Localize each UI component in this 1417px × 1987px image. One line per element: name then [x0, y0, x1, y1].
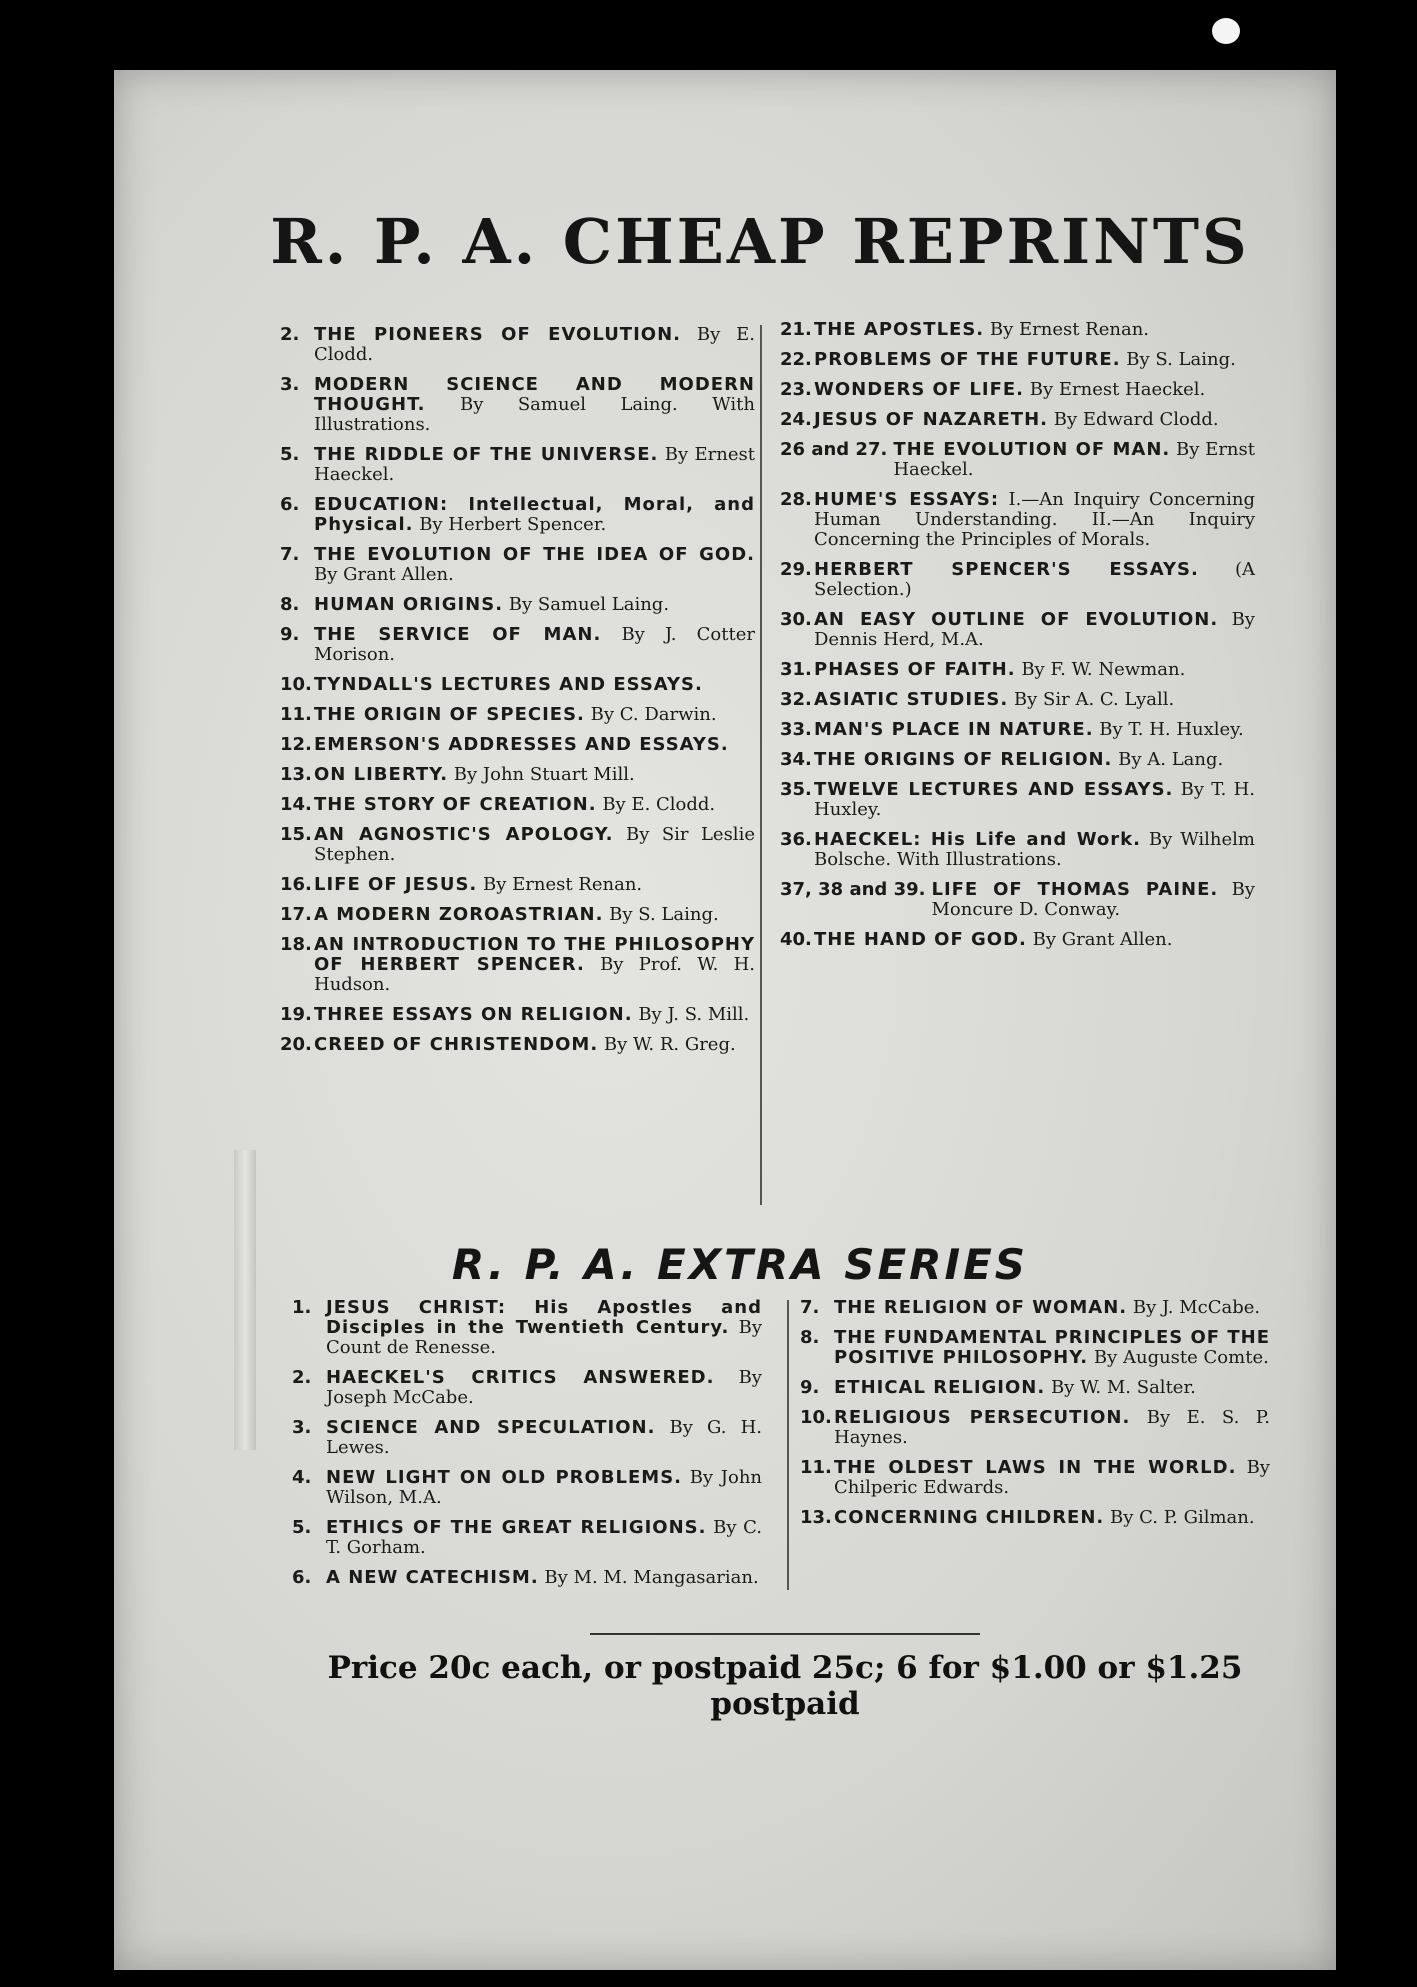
item-title: THE SERVICE OF MAN. — [314, 624, 602, 645]
item-text — [814, 830, 1255, 870]
list-item — [780, 320, 1255, 340]
column-divider — [787, 1300, 789, 1590]
page-title: R. P. A. CHEAP REPRINTS — [270, 205, 1250, 278]
item-text — [814, 660, 1255, 680]
item-number: 13. — [800, 1507, 832, 1528]
item-author: By W. R. Greg. — [603, 1034, 736, 1055]
item-author: By Moncure D. Conway. — [931, 879, 1255, 920]
item-title: LIFE OF JESUS. — [314, 874, 478, 895]
item-number: 10. — [800, 1407, 832, 1428]
item-title: THE PIONEERS OF EVOLUTION. — [314, 324, 681, 345]
item-author: By E. Clodd. — [602, 794, 716, 815]
list-item — [280, 375, 755, 435]
item-title: PROBLEMS OF THE FUTURE. — [814, 349, 1121, 370]
item-number: 2. — [292, 1367, 312, 1388]
item-number: 21. — [780, 319, 812, 340]
list-item — [800, 1408, 1270, 1448]
item-title: ON LIBERTY. — [314, 764, 449, 785]
item-text — [326, 1518, 762, 1558]
item-author: By C. P. Gilman. — [1110, 1507, 1255, 1528]
item-text — [814, 720, 1255, 740]
list-item — [780, 750, 1255, 770]
item-title: ETHICAL RELIGION. — [834, 1377, 1046, 1398]
item-title: A MODERN ZOROASTRIAN. — [314, 904, 604, 925]
item-number: 37, 38 and 39. — [780, 879, 926, 900]
item-number: 4. — [292, 1467, 312, 1488]
horizontal-rule — [590, 1633, 980, 1635]
item-title: THE EVOLUTION OF MAN. — [893, 439, 1171, 460]
item-title: MODERN SCIENCE AND MODERN THOUGHT. — [314, 374, 755, 415]
item-number: 3. — [292, 1417, 312, 1438]
item-number: 29. — [780, 559, 812, 580]
item-author: By Dennis Herd, M.A. — [814, 609, 1255, 650]
item-author: By Count de Renesse. — [326, 1317, 762, 1358]
item-number: 9. — [280, 624, 300, 645]
item-author: By Ernst Haeckel. — [893, 439, 1255, 480]
item-author: By J. Cotter Morison. — [314, 624, 755, 665]
item-number: 7. — [280, 544, 300, 565]
item-number: 15. — [280, 824, 312, 845]
item-number: 6. — [292, 1567, 312, 1588]
list-item — [292, 1568, 762, 1588]
item-text — [326, 1298, 762, 1358]
list-item — [292, 1518, 762, 1558]
extra-series-title: R. P. A. EXTRA SERIES — [451, 1240, 1029, 1289]
item-author: By Auguste Comte. — [1093, 1347, 1269, 1368]
list-item — [292, 1298, 762, 1358]
item-title: HUMAN ORIGINS. — [314, 594, 504, 615]
item-author: By Ernest Renan. — [989, 319, 1150, 340]
item-title: SCIENCE AND SPECULATION. — [326, 1417, 656, 1438]
list-item — [280, 795, 755, 815]
item-text — [814, 610, 1255, 650]
item-author: By S. Laing. — [609, 904, 719, 925]
item-title: HERBERT SPENCER'S ESSAYS. — [814, 559, 1199, 580]
item-title: PHASES OF FAITH. — [814, 659, 1016, 680]
item-number: 8. — [800, 1327, 820, 1348]
item-author: By T. H. Huxley. — [1099, 719, 1244, 740]
item-title: AN INTRODUCTION TO THE PHILOSOPHY OF HERBERT SPENCER. — [314, 934, 755, 975]
item-text — [814, 780, 1255, 820]
item-text — [834, 1458, 1270, 1498]
item-text — [314, 935, 755, 995]
item-title: THE OLDEST LAWS IN THE WORLD. — [834, 1457, 1237, 1478]
item-text — [814, 560, 1255, 600]
item-text — [314, 875, 755, 895]
item-number: 16. — [280, 874, 312, 895]
list-item — [780, 660, 1255, 680]
item-number: 18. — [280, 934, 312, 955]
item-text — [814, 750, 1255, 770]
item-number: 9. — [800, 1377, 820, 1398]
item-number: 13. — [280, 764, 312, 785]
item-author: By Ernest Haeckel. — [1029, 379, 1206, 400]
item-text — [834, 1508, 1270, 1528]
punch-hole — [1212, 18, 1240, 44]
item-title: ETHICS OF THE GREAT RELIGIONS. — [326, 1517, 707, 1538]
item-text — [314, 445, 755, 485]
list-item — [292, 1418, 762, 1458]
item-title: TWELVE LECTURES AND ESSAYS. — [814, 779, 1174, 800]
item-title: THE ORIGIN OF SPECIES. — [314, 704, 585, 725]
paper-fold — [234, 1150, 256, 1450]
item-number: 36. — [780, 829, 812, 850]
item-text — [314, 545, 755, 585]
item-author: By Samuel Laing. With Illustrations. — [314, 394, 755, 435]
list-item — [292, 1468, 762, 1508]
item-number: 20. — [280, 1034, 312, 1055]
list-item — [280, 445, 755, 485]
column-divider — [760, 325, 762, 1205]
item-author: By J. McCabe. — [1132, 1297, 1261, 1318]
item-text — [314, 375, 755, 435]
item-text — [314, 325, 755, 365]
item-number: 35. — [780, 779, 812, 800]
list-item — [780, 930, 1255, 950]
item-text — [814, 490, 1255, 550]
item-title: JESUS CHRIST: His Apostles and Disciples in the Twentieth Century. — [326, 1297, 762, 1338]
item-author: By Sir A. C. Lyall. — [1013, 689, 1175, 710]
item-title: A NEW CATECHISM. — [326, 1567, 539, 1588]
item-text — [814, 380, 1255, 400]
item-text — [314, 595, 755, 615]
item-text — [314, 675, 755, 695]
list-item — [800, 1328, 1270, 1368]
list-item — [280, 325, 755, 365]
list-item — [280, 875, 755, 895]
item-number: 12. — [280, 734, 312, 755]
list-item — [280, 905, 755, 925]
list-item — [780, 880, 1255, 920]
item-text — [931, 880, 1255, 920]
item-number: 11. — [800, 1457, 832, 1478]
item-author: By F. W. Newman. — [1021, 659, 1186, 680]
item-title: THE EVOLUTION OF THE IDEA OF GOD. — [314, 544, 755, 565]
item-text — [314, 735, 755, 755]
item-title: THE ORIGINS OF RELIGION. — [814, 749, 1113, 770]
item-text — [314, 765, 755, 785]
item-text — [814, 410, 1255, 430]
list-item — [780, 380, 1255, 400]
item-title: THE RIDDLE OF THE UNIVERSE. — [314, 444, 659, 465]
item-author: By M. M. Mangasarian. — [544, 1567, 759, 1588]
item-number: 33. — [780, 719, 812, 740]
item-author: By C. T. Gorham. — [326, 1517, 762, 1558]
item-number: 5. — [292, 1517, 312, 1538]
cheap-reprints-left-column — [280, 325, 755, 1065]
item-author: By J. S. Mill. — [638, 1004, 750, 1025]
price-line: Price 20c each, or postpaid 25c; 6 for $1.00 or $1.25 postpaid — [327, 1650, 1243, 1722]
item-title: JESUS OF NAZARETH. — [814, 409, 1048, 430]
item-number: 17. — [280, 904, 312, 925]
list-item — [800, 1458, 1270, 1498]
item-text — [834, 1328, 1270, 1368]
list-item — [780, 560, 1255, 600]
list-item — [780, 610, 1255, 650]
item-number: 24. — [780, 409, 812, 430]
item-title: TYNDALL'S LECTURES AND ESSAYS. — [314, 674, 703, 695]
list-item — [280, 765, 755, 785]
list-item — [780, 780, 1255, 820]
list-item — [800, 1378, 1270, 1398]
list-item — [780, 350, 1255, 370]
list-item — [780, 830, 1255, 870]
item-title: THE FUNDAMENTAL PRINCIPLES OF THE POSITIVE PHILOSOPHY. — [834, 1327, 1270, 1368]
item-text — [834, 1298, 1270, 1318]
item-text — [314, 495, 755, 535]
item-number: 23. — [780, 379, 812, 400]
item-author: By Wilhelm Bolsche. With Illustrations. — [814, 829, 1256, 870]
extra-series-right-column — [800, 1298, 1270, 1538]
item-title: WONDERS OF LIFE. — [814, 379, 1025, 400]
item-number: 14. — [280, 794, 312, 815]
item-text — [314, 1035, 755, 1055]
item-author: By C. Darwin. — [590, 704, 717, 725]
item-title: ASIATIC STUDIES. — [814, 689, 1009, 710]
item-number: 40. — [780, 929, 812, 950]
list-item — [280, 545, 755, 585]
item-text — [814, 350, 1255, 370]
item-number: 5. — [280, 444, 300, 465]
list-item — [780, 490, 1255, 550]
item-author: By T. H. Huxley. — [814, 779, 1255, 820]
item-title: EDUCATION: Intellectual, Moral, and Physical. — [314, 494, 755, 535]
item-title: LIFE OF THOMAS PAINE. — [931, 879, 1219, 900]
list-item — [280, 735, 755, 755]
item-title: NEW LIGHT ON OLD PROBLEMS. — [326, 1467, 683, 1488]
list-item — [280, 825, 755, 865]
item-text — [814, 690, 1255, 710]
list-item — [800, 1298, 1270, 1318]
list-item — [280, 705, 755, 725]
item-text — [893, 440, 1255, 480]
item-number: 10. — [280, 674, 312, 695]
item-author: By Samuel Laing. — [508, 594, 670, 615]
list-item — [280, 595, 755, 615]
list-item — [280, 1005, 755, 1025]
item-author: By E. Clodd. — [314, 324, 756, 365]
item-text — [814, 930, 1255, 950]
item-author: (A Selection.) — [814, 559, 1255, 600]
item-author: By John Stuart Mill. — [453, 764, 635, 785]
item-title: THE APOSTLES. — [814, 319, 985, 340]
item-title: HAECKEL'S CRITICS ANSWERED. — [326, 1367, 715, 1388]
list-item — [280, 1035, 755, 1055]
item-number: 3. — [280, 374, 300, 395]
item-number: 8. — [280, 594, 300, 615]
item-number: 30. — [780, 609, 812, 630]
item-text — [326, 1418, 762, 1458]
item-title: AN AGNOSTIC'S APOLOGY. — [314, 824, 614, 845]
item-text — [834, 1378, 1270, 1398]
item-title: THE RELIGION OF WOMAN. — [834, 1297, 1128, 1318]
item-author: By E. S. P. Haynes. — [834, 1407, 1270, 1448]
item-number: 1. — [292, 1297, 312, 1318]
list-item — [280, 675, 755, 695]
item-number: 28. — [780, 489, 812, 510]
item-title: AN EASY OUTLINE OF EVOLUTION. — [814, 609, 1219, 630]
item-author: By John Wilson, M.A. — [326, 1467, 763, 1508]
item-author: By Sir Leslie Stephen. — [314, 824, 755, 865]
item-author: By Herbert Spencer. — [419, 514, 607, 535]
item-number: 34. — [780, 749, 812, 770]
list-item — [780, 690, 1255, 710]
item-text — [314, 795, 755, 815]
item-text — [314, 705, 755, 725]
item-author: By Chilperic Edwards. — [834, 1457, 1270, 1498]
item-title: THE HAND OF GOD. — [814, 929, 1027, 950]
item-author: By G. H. Lewes. — [326, 1417, 762, 1458]
item-number: 26 and 27. — [780, 439, 888, 460]
item-author: By A. Lang. — [1118, 749, 1224, 770]
item-text — [314, 1005, 755, 1025]
item-text — [326, 1368, 762, 1408]
item-number: 22. — [780, 349, 812, 370]
list-item — [780, 720, 1255, 740]
item-author: By S. Laing. — [1126, 349, 1236, 370]
item-author: By Prof. W. H. Hudson. — [314, 954, 755, 995]
item-author: By Grant Allen. — [1032, 929, 1173, 950]
item-number: 11. — [280, 704, 312, 725]
item-author: By Ernest Haeckel. — [314, 444, 755, 485]
item-text — [326, 1468, 762, 1508]
item-title: RELIGIOUS PERSECUTION. — [834, 1407, 1131, 1428]
item-title: THE STORY OF CREATION. — [314, 794, 597, 815]
item-title: MAN'S PLACE IN NATURE. — [814, 719, 1094, 740]
item-text — [834, 1408, 1270, 1448]
list-item — [280, 625, 755, 665]
item-author: By W. M. Salter. — [1050, 1377, 1196, 1398]
item-number: 32. — [780, 689, 812, 710]
list-item — [280, 935, 755, 995]
item-title: CREED OF CHRISTENDOM. — [314, 1034, 599, 1055]
cheap-reprints-right-column — [780, 320, 1255, 960]
list-item — [780, 410, 1255, 430]
item-author: By Ernest Renan. — [483, 874, 643, 895]
list-item — [292, 1368, 762, 1408]
item-text — [326, 1568, 762, 1588]
item-text — [314, 625, 755, 665]
list-item — [780, 440, 1255, 480]
extra-series-left-column — [292, 1298, 762, 1598]
item-number: 31. — [780, 659, 812, 680]
list-item — [800, 1508, 1270, 1528]
item-author: By Joseph McCabe. — [326, 1367, 762, 1408]
item-author: I.—An Inquiry Concerning Human Understanding. II.—An Inquiry Concerning the Principles of Morals. — [814, 489, 1255, 550]
item-number: 19. — [280, 1004, 312, 1025]
item-title: HUME'S ESSAYS: — [814, 489, 1000, 510]
item-text — [814, 320, 1255, 340]
item-title: THREE ESSAYS ON RELIGION. — [314, 1004, 633, 1025]
item-author: By Grant Allen. — [314, 564, 454, 585]
item-title: EMERSON'S ADDRESSES AND ESSAYS. — [314, 734, 729, 755]
item-text — [314, 905, 755, 925]
item-number: 7. — [800, 1297, 820, 1318]
item-title: CONCERNING CHILDREN. — [834, 1507, 1105, 1528]
item-title: HAECKEL: His Life and Work. — [814, 829, 1141, 850]
item-number: 6. — [280, 494, 300, 515]
item-number: 2. — [280, 324, 300, 345]
item-author: By Edward Clodd. — [1053, 409, 1219, 430]
item-text — [314, 825, 755, 865]
list-item — [280, 495, 755, 535]
